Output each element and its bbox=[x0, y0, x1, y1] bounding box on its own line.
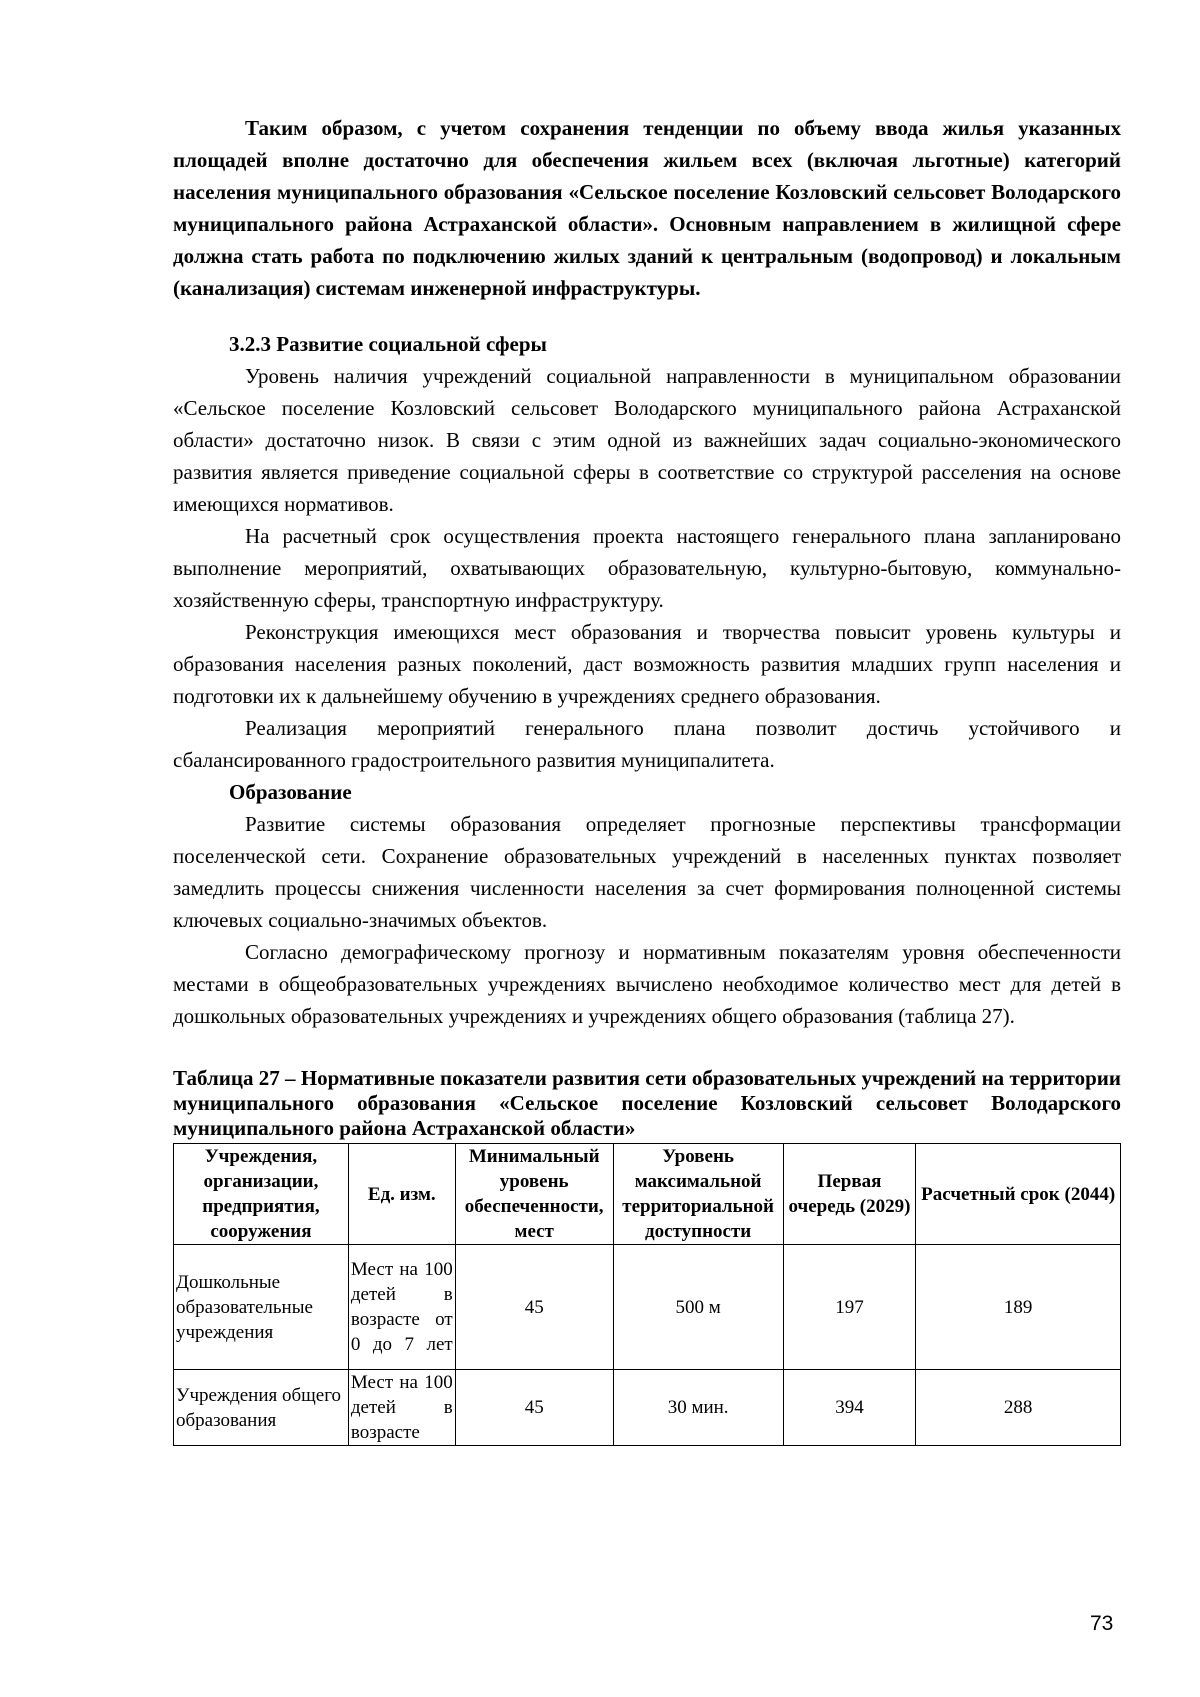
header-cell: Первая очередь (2029) bbox=[783, 1144, 916, 1245]
paragraph: Уровень наличия учреждений социальной направленности в муниципальном образовании «Сельское поселение Козловский сельсовет Володарского муниципального района Астраханской области» достаточно низок. В связи с этим одной из важнейших задач социально-экономического развития является приведение социальной сферы в соответствие со структурой расселения на основе имеющихся нормативов. bbox=[173, 364, 1121, 516]
header-cell: Минимальный уровень обеспеченности, мест bbox=[455, 1144, 613, 1245]
page-number: 73 bbox=[1090, 1612, 1114, 1635]
cell-target: 189 bbox=[916, 1245, 1121, 1370]
paragraph: Согласно демографическому прогнозу и нормативным показателям уровня обеспеченности местами в общеобразовательных учреждениях вычислено необходимое количество мест для детей в дошкольных образовательных учреждениях и учреждениях общего образования (таблица 27). bbox=[173, 940, 1121, 1028]
cell-unit: Мест на 100 детей в возрасте от 0 до 7 лет bbox=[348, 1245, 455, 1370]
cell-accessibility: 500 м bbox=[613, 1245, 783, 1370]
table-header-row bbox=[174, 1144, 1121, 1245]
subsection-title: Образование bbox=[229, 780, 352, 804]
paragraph: Реконструкция имеющихся мест образования и творчества повысит уровень культуры и образования населения разных поколений, даст возможность развития младших групп населения и подготовки их к дальнейшему обучению в учреждениях среднего образования. bbox=[173, 620, 1121, 708]
document-page bbox=[173, 112, 1121, 1446]
cell-name: Дошкольные образовательные учреждения bbox=[174, 1245, 349, 1370]
conclusion-paragraph: Таким образом, с учетом сохранения тенденции по объему ввода жилья указанных площадей вполне достаточно для обеспечения жильем всех (включая льготные) категорий населения муниципального образования «Сельское поселение Козловский сельсовет Володарского муниципального района Астраханской области». Основным направлением в жилищной сфере должна стать работа по подключению жилых зданий к центральным (водопровод) и локальным (канализация) системам инженерной инфраструктуры. bbox=[173, 116, 1121, 300]
education-table bbox=[173, 1143, 1121, 1446]
paragraph: Реализация мероприятий генерального плана позволит достичь устойчивого и сбалансированного градостроительного развития муниципалитета. bbox=[173, 716, 1121, 772]
header-cell: Учреждения, организации, предприятия, сооружения bbox=[174, 1144, 349, 1245]
section-title: 3.2.3 Развитие социальной сферы bbox=[229, 332, 547, 356]
table-row bbox=[174, 1370, 1121, 1446]
paragraph: На расчетный срок осуществления проекта настоящего генерального плана запланировано выполнение мероприятий, охватывающих образовательную, культурно-бытовую, коммунально-хозяйственную сферы, транспортную инфраструктуру. bbox=[173, 524, 1121, 612]
cell-min-level: 45 bbox=[455, 1245, 613, 1370]
header-cell: Расчетный срок (2044) bbox=[916, 1144, 1121, 1245]
paragraph: Развитие системы образования определяет прогнозные перспективы трансформации поселенческой сети. Сохранение образовательных учреждений в населенных пунктах позволяет замедлить процессы снижения численности населения за счет формирования полноценной системы ключевых социально-значимых объектов. bbox=[173, 812, 1121, 932]
cell-first-stage: 394 bbox=[783, 1370, 916, 1446]
cell-unit: Мест на 100 детей в возрасте bbox=[348, 1370, 455, 1446]
cell-first-stage: 197 bbox=[783, 1245, 916, 1370]
header-cell: Ед. изм. bbox=[348, 1144, 455, 1245]
table-caption: Таблица 27 – Нормативные показатели развития сети образовательных учреждений на территории муниципального образования «Сельское поселение Козловский сельсовет Володарского муниципального района Астраханской области» bbox=[173, 1066, 1121, 1140]
cell-name: Учреждения общего образования bbox=[174, 1370, 349, 1446]
cell-target: 288 bbox=[916, 1370, 1121, 1446]
cell-accessibility: 30 мин. bbox=[613, 1370, 783, 1446]
header-cell: Уровень максимальной территориальной доступности bbox=[613, 1144, 783, 1245]
cell-min-level: 45 bbox=[455, 1370, 613, 1446]
table-row bbox=[174, 1245, 1121, 1370]
